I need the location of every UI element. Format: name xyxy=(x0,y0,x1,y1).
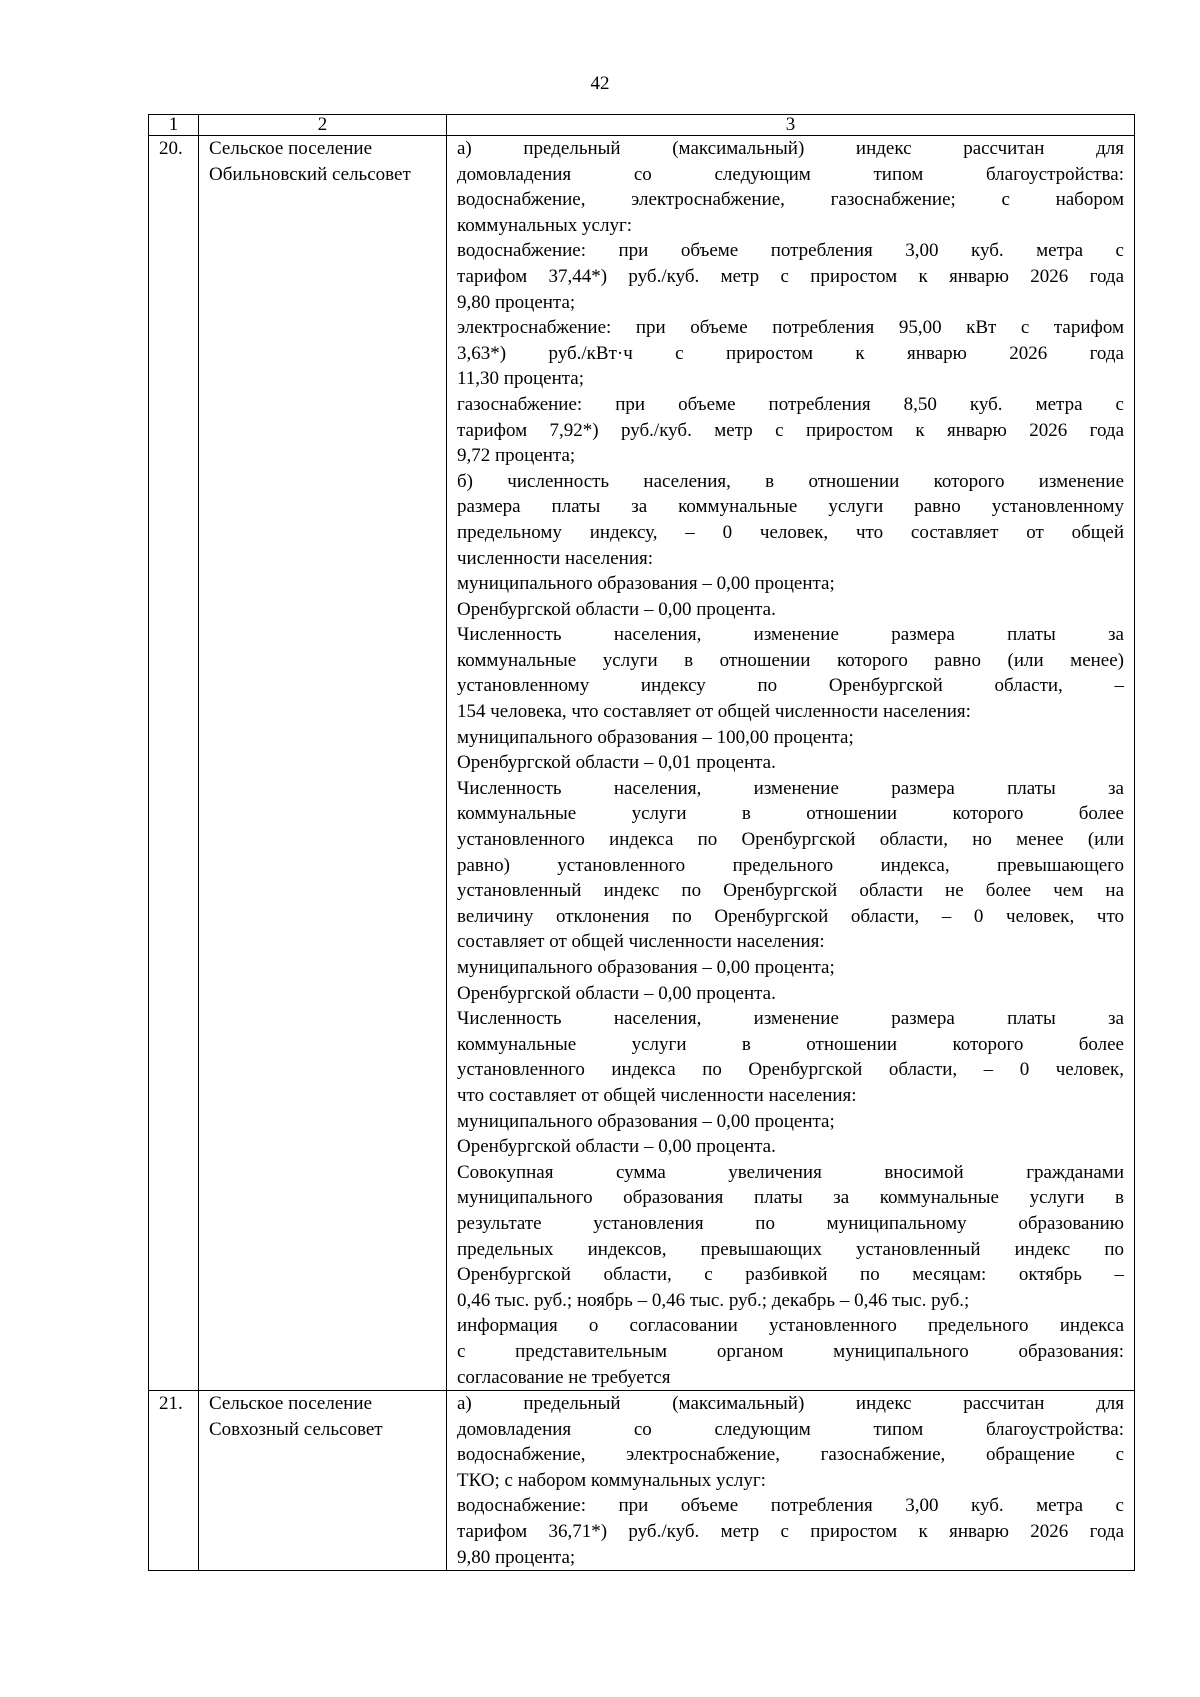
page-number: 42 xyxy=(590,73,610,94)
description-line: предельному индексу, – 0 человек, что составляет от общей xyxy=(457,521,1124,543)
description-line: муниципального образования платы за коммунальные услуги в xyxy=(457,1187,1124,1209)
description-line: Оренбургской области, с разбивкой по месяцам: октябрь – xyxy=(457,1264,1124,1286)
description-line: газоснабжение: при объеме потребления 8,50 куб. метра с xyxy=(457,393,1124,415)
description-line: что составляет от общей численности населения: xyxy=(457,1084,857,1106)
description-line: а) предельный (максимальный) индекс рассчитан для xyxy=(457,1393,1124,1415)
description-line: водоснабжение, электроснабжение, газоснабжение, обращение с xyxy=(457,1444,1124,1466)
description-line: коммунальных услуг: xyxy=(457,214,633,236)
index-description xyxy=(447,136,1135,1391)
table-row xyxy=(149,1391,1135,1571)
index-table xyxy=(148,114,1135,1571)
header-col-3: 3 xyxy=(447,115,1135,136)
header-col-2: 2 xyxy=(199,115,447,136)
description-line: 9,80 процента; xyxy=(457,291,576,313)
settlement-name-line: Сельское поселение xyxy=(209,1393,373,1415)
description-line: согласование не требуется xyxy=(457,1366,671,1388)
description-line: результате установления по муниципальному образованию xyxy=(457,1212,1124,1234)
description-line: 11,30 процента; xyxy=(457,368,584,390)
description-line: 154 человека, что составляет от общей численности населения: xyxy=(457,701,971,723)
row-number: 21. xyxy=(149,1391,199,1571)
description-line: Оренбургской области – 0,00 процента. xyxy=(457,1136,776,1158)
row-number: 20. xyxy=(149,136,199,1391)
description-line: водоснабжение: при объеме потребления 3,00 куб. метра с xyxy=(457,1495,1124,1517)
settlement-name xyxy=(199,1391,447,1571)
description-line: равно) установленного предельного индекса, превышающего xyxy=(457,854,1124,876)
description-line: муниципального образования – 0,00 процента; xyxy=(457,1110,835,1132)
description-line: с представительным органом муниципального образования: xyxy=(457,1340,1124,1362)
description-line: установленного индекса по Оренбургской области, но менее (или xyxy=(457,829,1124,851)
description-line: 9,72 процента; xyxy=(457,445,576,467)
description-line: электроснабжение: при объеме потребления 95,00 кВт с тарифом xyxy=(457,317,1124,339)
description-line: водоснабжение, электроснабжение, газоснабжение; с набором xyxy=(457,189,1124,211)
description-line: величину отклонения по Оренбургской области, – 0 человек, что xyxy=(457,905,1124,927)
description-line: Совокупная сумма увеличения вносимой гражданами xyxy=(457,1161,1124,1183)
description-line: домовладения со следующим типом благоустройства: xyxy=(457,1418,1124,1440)
description-line: муниципального образования – 100,00 процента; xyxy=(457,726,854,748)
description-line: муниципального образования – 0,00 процента; xyxy=(457,957,835,978)
description-line: тарифом 37,44*) руб./куб. метр с приростом к январю 2026 года xyxy=(457,265,1124,287)
description-line: составляет от общей численности населения: xyxy=(457,931,825,953)
description-line: Численность населения, изменение размера платы за xyxy=(457,1008,1124,1030)
settlement-name-line: Обильновский сельсовет xyxy=(209,163,411,185)
description-line: б) численность населения, в отношении которого изменение xyxy=(457,470,1124,492)
description-line: 9,80 процента; xyxy=(457,1546,576,1568)
description-line: тарифом 36,71*) руб./куб. метр с приростом к январю 2026 года xyxy=(457,1521,1124,1543)
table-header-row xyxy=(149,115,1135,136)
settlement-name-line: Сельское поселение xyxy=(209,138,373,159)
description-line: домовладения со следующим типом благоустройства: xyxy=(457,163,1124,185)
description-line: тарифом 7,92*) руб./куб. метр с приростом к январю 2026 года xyxy=(457,419,1124,441)
description-line: коммунальные услуги в отношении которого более xyxy=(457,1033,1124,1055)
description-line: ТКО; с набором коммунальных услуг: xyxy=(457,1469,766,1491)
description-line: Численность населения, изменение размера платы за xyxy=(457,624,1124,646)
description-line: установленный индекс по Оренбургской области не более чем на xyxy=(457,880,1124,902)
description-line: Оренбургской области – 0,00 процента. xyxy=(457,598,776,620)
description-line: информация о согласовании установленного предельного индекса xyxy=(457,1315,1124,1337)
description-line: 3,63*) руб./кВт·ч с приростом к январю 2026 года xyxy=(457,342,1124,364)
description-line: коммунальные услуги в отношении которого более xyxy=(457,803,1124,825)
header-col-1: 1 xyxy=(149,115,199,136)
description-line: 0,46 тыс. руб.; ноябрь – 0,46 тыс. руб.; декабрь – 0,46 тыс. руб.; xyxy=(457,1289,970,1311)
description-line: численности населения: xyxy=(457,547,654,569)
index-description xyxy=(447,1391,1135,1571)
description-line: муниципального образования – 0,00 процента; xyxy=(457,573,835,595)
description-line: установленного индекса по Оренбургской области, – 0 человек, xyxy=(457,1059,1124,1081)
description-line: Оренбургской области – 0,01 процента. xyxy=(457,752,776,774)
description-line: Оренбургской области – 0,00 процента. xyxy=(457,982,776,1004)
table-row xyxy=(149,136,1135,1391)
description-line: коммунальные услуги в отношении которого равно (или менее) xyxy=(457,649,1124,671)
description-line: а) предельный (максимальный) индекс рассчитан для xyxy=(457,138,1124,159)
description-line: размера платы за коммунальные услуги равно установленному xyxy=(457,496,1124,518)
settlement-name-line: Совхозный сельсовет xyxy=(209,1418,383,1440)
description-line: предельных индексов, превышающих установленный индекс по xyxy=(457,1238,1124,1260)
description-line: Численность населения, изменение размера платы за xyxy=(457,777,1124,799)
settlement-name xyxy=(199,136,447,1391)
description-line: водоснабжение: при объеме потребления 3,00 куб. метра с xyxy=(457,240,1124,262)
description-line: установленному индексу по Оренбургской области, – xyxy=(457,675,1124,697)
